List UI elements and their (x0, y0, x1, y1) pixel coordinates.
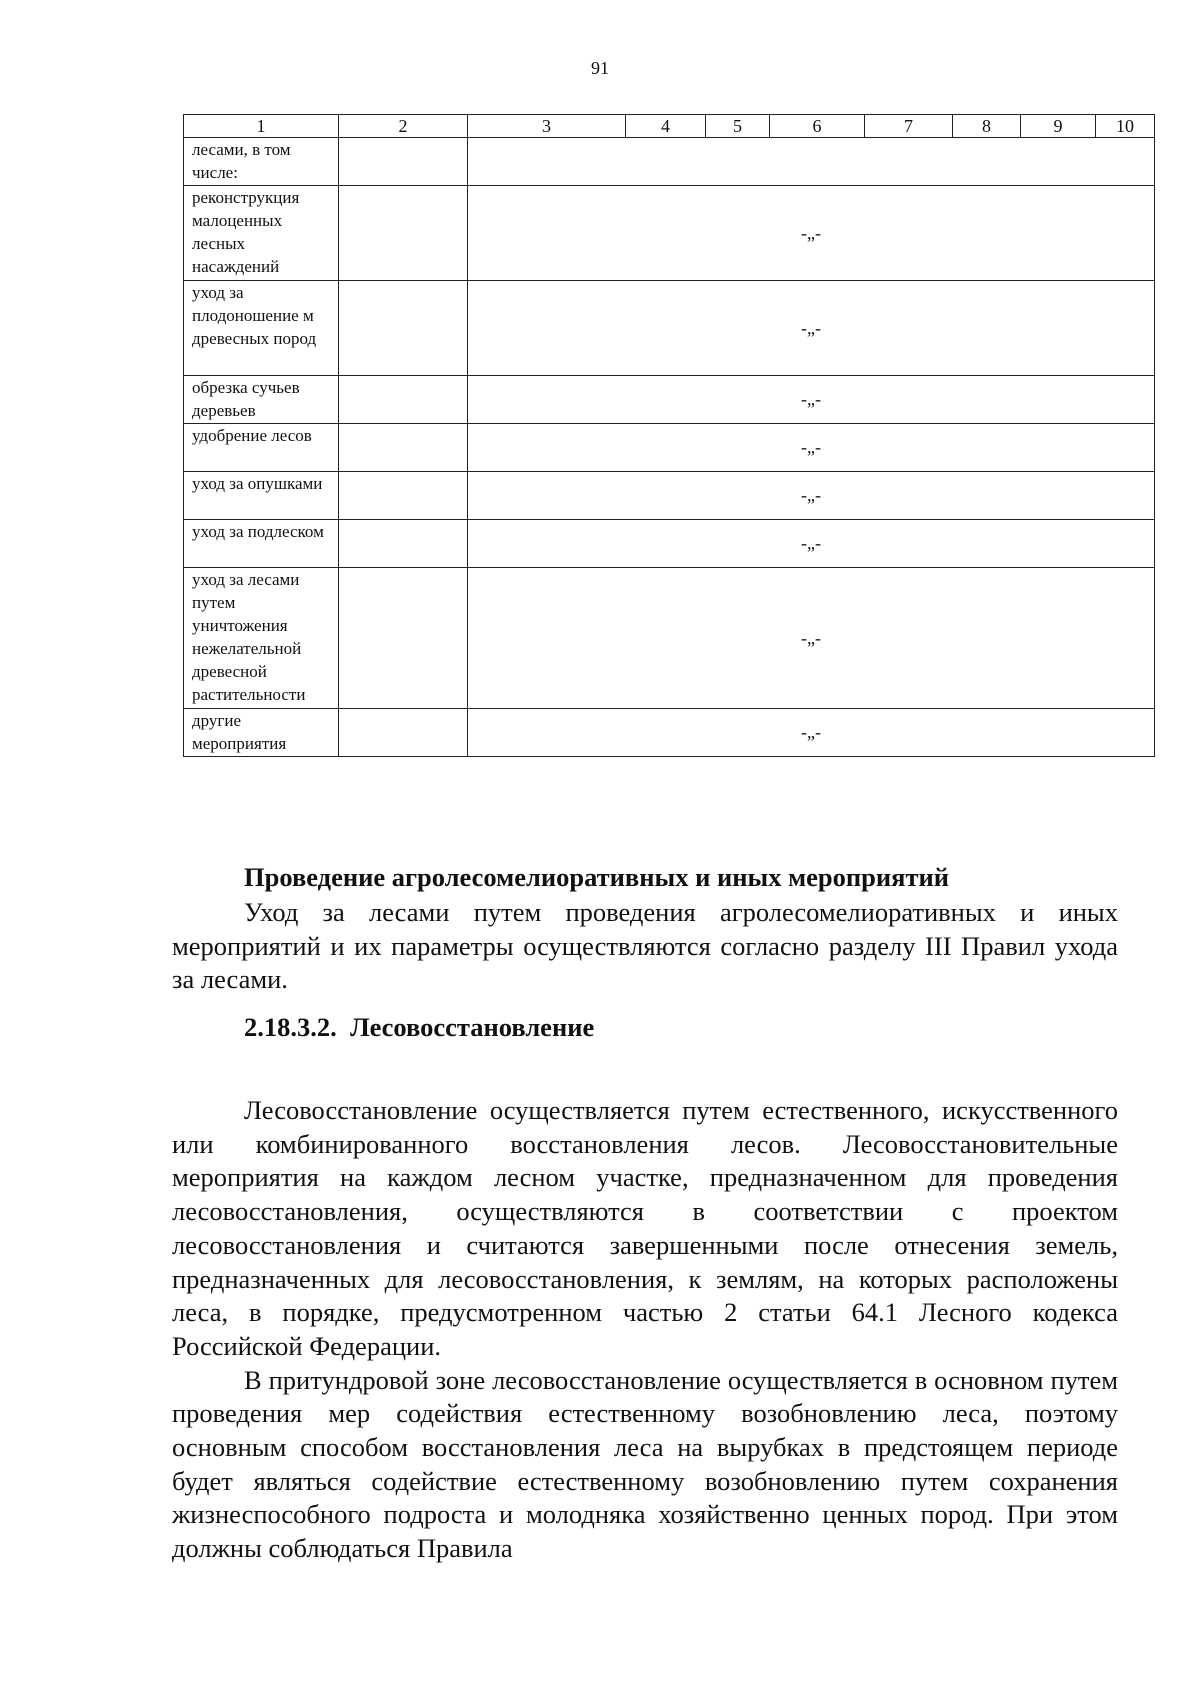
ditto-cell: -„- (468, 709, 1155, 757)
table-cell (339, 281, 468, 376)
section-body (172, 896, 1118, 997)
row-label: уход за лесами путем уничтожения нежелательной древесной растительности (184, 568, 339, 709)
ditto-cell: -„- (468, 281, 1155, 376)
table-row (184, 568, 1155, 709)
table-cell (339, 568, 468, 709)
section-heading: Проведение агролесомелиоративных и иных мероприятий (244, 862, 950, 892)
table-cell (339, 138, 468, 186)
column-header: 4 (626, 115, 706, 138)
section-body (172, 1094, 1118, 1566)
column-header: 2 (339, 115, 468, 138)
column-header: 9 (1021, 115, 1096, 138)
column-header: 3 (468, 115, 626, 138)
paragraph: Лесовосстановление осуществляется путем естественного, искусственного или комбинированного восстановления лесов. Лесовосстановительные мероприятия на каждом лесном участке, предназначенном для проведения лесовосстановления, осуществляются в соответствии с проектом лесовосстановления и считаются завершенными после отнесения земель, предназначенных для лесовосстановления, к землям, на которых расположены леса, в порядке, предусмотренном частью 2 статьи 64.1 Лесного кодекса Российской Федерации. (172, 1095, 1118, 1361)
ditto-cell: -„- (468, 472, 1155, 520)
ditto-cell: -„- (468, 568, 1155, 709)
table-cell (339, 472, 468, 520)
row-label: обрезка сучьев деревьев (184, 376, 339, 424)
table-header-row (184, 115, 1155, 138)
row-label: уход за подлеском (184, 520, 339, 568)
table-cell (339, 376, 468, 424)
page-number: 91 (591, 58, 609, 78)
ditto-cell: -„- (468, 520, 1155, 568)
table-row (184, 472, 1155, 520)
column-header: 7 (865, 115, 953, 138)
table-row (184, 281, 1155, 376)
row-label: удобрение лесов (184, 424, 339, 472)
ditto-cell: -„- (468, 424, 1155, 472)
table-cell (339, 520, 468, 568)
paragraph: Уход за лесами путем проведения агролесомелиоративных и иных мероприятий и их параметры осуществляются согласно разделу III Правил ухода за лесами. (172, 897, 1118, 995)
ditto-cell: -„- (468, 376, 1155, 424)
table-cell (339, 709, 468, 757)
measures-table (183, 114, 1155, 757)
table-cell (339, 424, 468, 472)
table-row (184, 520, 1155, 568)
table-row (184, 186, 1155, 281)
table-cell (339, 186, 468, 281)
table-row (184, 424, 1155, 472)
table-cell (468, 138, 1155, 186)
table-row (184, 376, 1155, 424)
column-header: 5 (706, 115, 770, 138)
column-header: 1 (184, 115, 339, 138)
column-header: 10 (1096, 115, 1155, 138)
row-label: уход за опушками (184, 472, 339, 520)
row-label: реконструкция малоценных лесных насаждений (184, 186, 339, 281)
column-header: 8 (953, 115, 1021, 138)
row-label: уход за плодоношение м древесных пород (184, 281, 339, 376)
row-label: лесами, в том числе: (184, 138, 339, 186)
section-heading: 2.18.3.2. Лесовосстановление (244, 1012, 595, 1042)
table-row (184, 709, 1155, 757)
ditto-cell: -„- (468, 186, 1155, 281)
row-label: другие мероприятия (184, 709, 339, 757)
column-header: 6 (770, 115, 865, 138)
table-row (184, 138, 1155, 186)
paragraph: В притундровой зоне лесовосстановление осуществляется в основном путем проведения мер содействия естественному возобновлению леса, поэтому основным способом восстановления леса на вырубках в предстоящем периоде будет являться содействие естественному возобновлению путем сохранения жизнеспособного подроста и молодняка хозяйственно ценных пород. При этом должны соблюдаться Правила (172, 1364, 1118, 1564)
